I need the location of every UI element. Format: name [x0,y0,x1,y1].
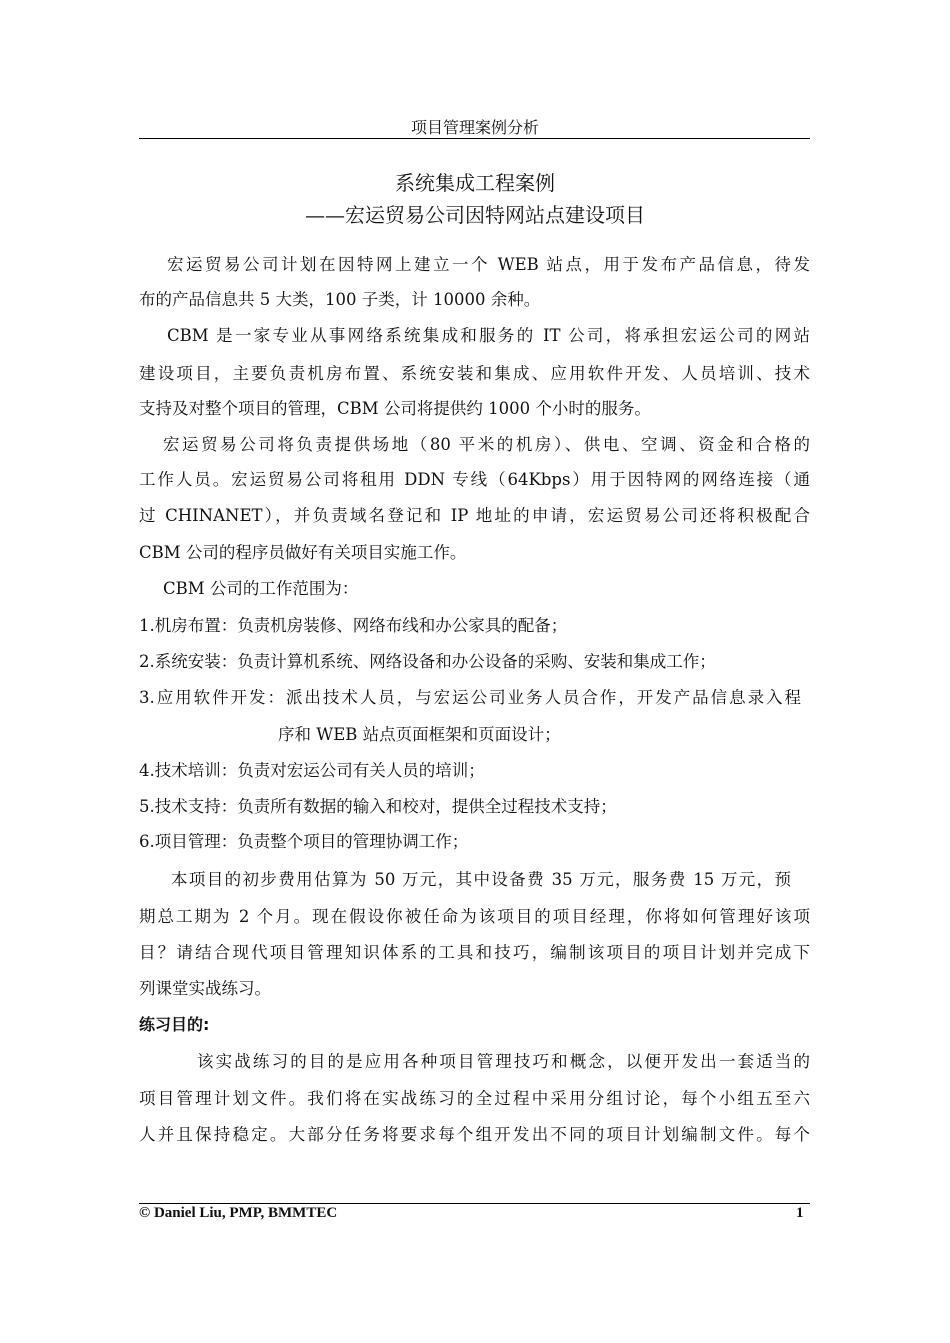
body-line: 列课堂实战练习。 [139,979,271,998]
page-number: 1 [796,1205,804,1221]
document-title: 系统集成工程案例 [395,171,555,195]
running-header: 项目管理案例分析 [410,118,539,137]
body-line: 项目管理计划文件。我们将在实战练习的全过程中采用分组讨论，每个小组五至六 [139,1089,810,1108]
body-line: 期总工期为 2 个月。现在假设你被任命为该项目的项目经理，你将如何管理好该项 [139,907,810,926]
list-item: 3.应用软件开发：派出技术人员，与宏运公司业务人员合作，开发产品信息录入程 [139,688,801,707]
body-line: 宏运贸易公司计划在因特网上建立一个 WEB 站点，用于发布产品信息，待发 [167,255,810,274]
body-line: 建设项目，主要负责机房布置、系统安装和集成、应用软件开发、人员培训、技术 [139,364,810,383]
list-item: 4.技术培训：负责对宏运公司有关人员的培训； [139,761,485,780]
body-line: CBM 公司的程序员做好有关项目实施工作。 [139,543,467,562]
list-item: 1.机房布置：负责机房装修、网络布线和办公家具的配备； [139,616,568,635]
body-line: 过 CHINANET），并负责域名登记和 IP 地址的申请，宏运贸易公司还将积极配合 [139,506,810,525]
footer-copyright: © Daniel Liu, PMP, BMMTEC [139,1205,338,1221]
body-line: 工作人员。宏运贸易公司将租用 DDN 专线（64Kbps）用于因特网的网络连接（通 [139,470,810,489]
body-line: 目？请结合现代项目管理知识体系的工具和技巧，编制该项目的项目计划并完成下 [139,943,810,962]
body-line: 该实战练习的目的是应用各种项目管理技巧和概念，以便开发出一套适当的 [197,1052,810,1071]
body-line: CBM 是一家专业从事网络系统集成和服务的 IT 公司，将承担宏运公司的网站 [167,326,810,345]
list-item: 5.技术支持：负责所有数据的输入和校对，提供全过程技术支持； [139,797,617,816]
footer-rule [139,1203,810,1204]
body-line: 支持及对整个项目的管理，CBM 公司将提供约 1000 个小时的服务。 [139,399,651,418]
section-heading: 练习目的: [139,1015,210,1034]
body-line: 宏运贸易公司将负责提供场地（80 平米的机房）、供电、空调、资金和合格的 [163,435,810,454]
document-subtitle: ——宏运贸易公司因特网站点建设项目 [305,203,645,227]
body-line: 本项目的初步费用估算为 50 万元，其中设备费 35 万元，服务费 15 万元，预 [171,870,791,889]
list-item: 6.项目管理：负责整个项目的管理协调工作； [139,832,469,851]
body-line: 人并且保持稳定。大部分任务将要求每个组开发出不同的项目计划编制文件。每个 [139,1125,810,1144]
body-line: 布的产品信息共 5 大类，100 子类，计 10000 余种。 [139,290,541,309]
body-line: CBM 公司的工作范围为： [163,579,359,598]
list-item: 2.系统安装：负责计算机系统、网络设备和办公设备的采购、安装和集成工作； [139,652,716,671]
header-rule [139,138,810,139]
list-item-continuation: 序和 WEB 站点页面框架和页面设计； [278,725,561,744]
